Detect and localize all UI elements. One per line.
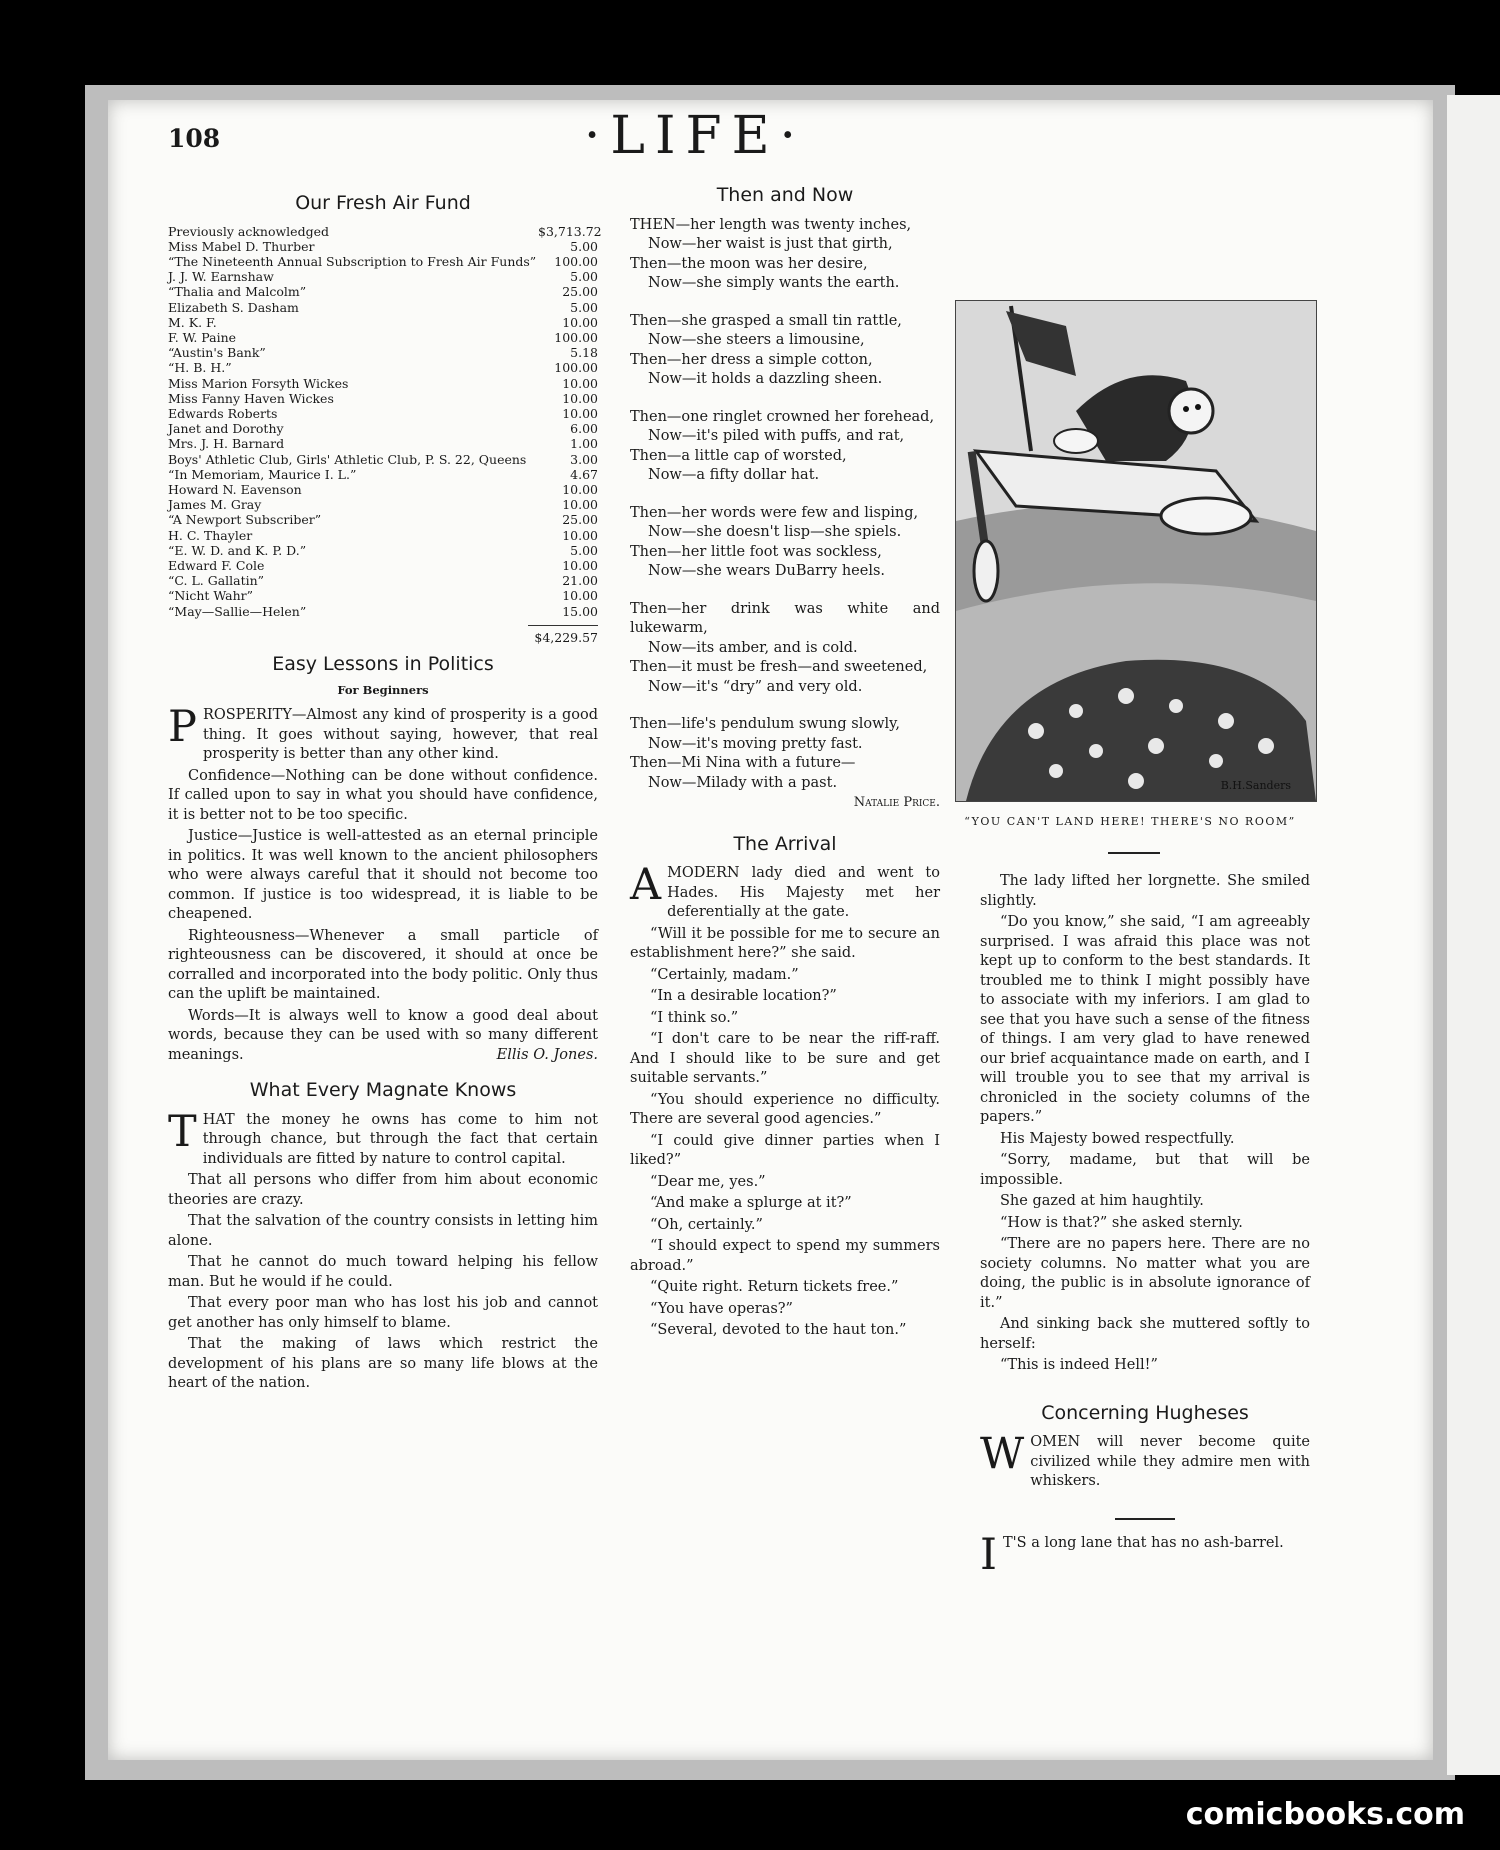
- hugheses-paragraph: WOMEN will never become quite civilized while they admire men with whiskers.: [980, 1429, 1310, 1489]
- poem-title: Then and Now: [716, 184, 854, 206]
- fund-entry-name: “E. W. D. and K. P. D.”: [168, 542, 307, 558]
- poem-line: Now—it holds a dazzling sheen.: [648, 371, 883, 387]
- fund-entry-amount: 5.00: [570, 542, 598, 558]
- poem-line: Then—her words were few and lisping,: [630, 504, 919, 521]
- fund-entry: [168, 421, 598, 436]
- magnate-paragraph: That all persons who differ from him about economic theories are crazy.: [168, 1172, 598, 1208]
- cartoon-svg: [956, 301, 1316, 801]
- column-middle: [630, 186, 940, 1343]
- fund-entry-name: “Austin's Bank”: [168, 345, 266, 361]
- fund-entry-amount: 4.67: [570, 466, 598, 482]
- poem-line: Then—her drink was white and lukewarm,: [630, 600, 940, 636]
- arrival-text-part2: [980, 872, 1310, 1376]
- fund-entry-name: Miss Mabel D. Thurber: [168, 238, 315, 254]
- arrival-paragraph: And sinking back she muttered softly to herself:: [980, 1316, 1310, 1352]
- fund-entry-name: Mrs. J. H. Barnard: [168, 436, 285, 452]
- arrival-text-part1: [630, 860, 940, 1341]
- fund-entry: [168, 604, 598, 619]
- fund-entry: [168, 406, 598, 421]
- hugheses-title: Concerning Hugheses: [1041, 1401, 1249, 1424]
- poem-line: Now—its amber, and is cold.: [648, 639, 858, 656]
- fund-entry: [168, 528, 598, 543]
- section-divider: [1115, 1518, 1175, 1520]
- fund-entry-name: Edward F. Cole: [168, 557, 265, 573]
- arrival-paragraph: “I should expect to spend my summers abroad.”: [630, 1238, 940, 1274]
- poem-line: Now—it's moving pretty fast.: [648, 735, 863, 752]
- column-left: [168, 186, 602, 1396]
- arrival-paragraph: “Several, devoted to the haut ton.”: [650, 1322, 907, 1338]
- column-right: [980, 872, 1310, 1580]
- poem-line: Now—she simply wants the earth.: [648, 275, 900, 291]
- politics-title: Easy Lessons in Politics: [272, 653, 494, 676]
- drop-cap: T: [168, 1106, 197, 1157]
- poem-line: Then—a little cap of worsted,: [630, 447, 847, 464]
- fund-entry-amount: 10.00: [562, 314, 598, 330]
- fund-entry-amount: 15.00: [562, 603, 598, 619]
- fund-entry: [168, 269, 598, 284]
- poem-line: Then—the moon was her desire,: [630, 255, 868, 272]
- fund-entry-name: “The Nineteenth Annual Subscription to Fresh Air Funds”: [168, 253, 537, 269]
- poem-line: Now—her waist is just that girth,: [648, 236, 893, 252]
- fund-entry: [168, 300, 598, 315]
- poem-line: THEN—her length was twenty inches,: [630, 216, 912, 233]
- arrival-paragraph: “You should experience no difficulty. There are several good agencies.”: [630, 1091, 940, 1127]
- fund-total: $4,229.57: [528, 625, 598, 648]
- poem: [630, 216, 940, 794]
- arrival-paragraph: She gazed at him haughtily.: [1000, 1193, 1204, 1209]
- fund-entry-amount: 10.00: [562, 390, 598, 406]
- fund-entry-name: “C. L. Gallatin”: [168, 573, 265, 589]
- arrival-paragraph: “I don't care to be near the riff-raff. And I should like to be sure and get suitable servants.”: [630, 1031, 940, 1086]
- fund-list: [168, 223, 602, 619]
- fund-entry: [168, 573, 598, 588]
- poem-line: Now—it's piled with puffs, and rat,: [648, 428, 905, 444]
- cartoon-signature: B.H.Sanders: [1220, 779, 1291, 792]
- fund-entry: [168, 376, 598, 391]
- poem-line: Then—one ringlet crowned her forehead,: [630, 408, 935, 425]
- fund-entry: [168, 345, 598, 360]
- fund-entry: [168, 558, 598, 573]
- magnate-paragraph: That the making of laws which restrict the development of his plans are so many life blows at the heart of the nation.: [168, 1336, 598, 1392]
- magnate-paragraph: That the salvation of the country consists in letting him alone.: [168, 1213, 598, 1249]
- fund-entry-name: Howard N. Eavenson: [168, 481, 302, 497]
- arrival-paragraph: “Sorry, madame, but that will be impossible.: [980, 1152, 1310, 1188]
- fund-entry-amount: 100.00: [554, 253, 598, 269]
- fund-entry: [168, 482, 598, 497]
- magnate-paragraph: That every poor man who has lost his job and cannot get another has only himself to blame.: [168, 1295, 598, 1331]
- arrival-paragraph: “Quite right. Return tickets free.”: [650, 1279, 899, 1295]
- stanza-gap: [630, 294, 940, 312]
- cartoon-caption: “YOU CAN'T LAND HERE! THERE'S NO ROOM”: [964, 815, 1296, 828]
- magnate-paragraph: THAT the money he owns has come to him not through chance, but through the fact that certain individuals are fitted by nature to control capital.: [168, 1106, 598, 1167]
- fund-entry-name: “May—Sallie—Helen”: [168, 603, 307, 619]
- fund-entry-amount: 10.00: [562, 405, 598, 421]
- fund-entry: [168, 467, 598, 482]
- fund-entry-name: H. C. Thayler: [168, 527, 253, 543]
- arrival-paragraph: His Majesty bowed respectfully.: [1000, 1130, 1235, 1147]
- fund-entry: [168, 223, 602, 239]
- fund-entry-name: James M. Gray: [168, 497, 262, 513]
- fund-entry-name: Previously acknowledged: [168, 223, 329, 239]
- fund-entry: [168, 284, 598, 299]
- arrival-paragraph: “Certainly, madam.”: [650, 966, 799, 983]
- drop-cap: A: [630, 860, 662, 910]
- fund-entry-name: Edwards Roberts: [168, 405, 278, 421]
- stanza-gap: [630, 486, 940, 504]
- arrival-paragraph: “This is indeed Hell!”: [1000, 1357, 1158, 1373]
- fund-entry-name: “A Newport Subscriber”: [168, 512, 322, 528]
- poem-line: Then—life's pendulum swung slowly,: [630, 716, 900, 732]
- fund-entry-amount: 5.00: [570, 238, 598, 254]
- poem-line: Now—Milady with a past.: [648, 774, 838, 791]
- arrival-paragraph: “Dear me, yes.”: [650, 1173, 766, 1190]
- fund-title: Our Fresh Air Fund: [295, 192, 471, 214]
- fund-entry: [168, 452, 598, 467]
- next-page-edge: [1447, 95, 1500, 1775]
- fund-entry-amount: 25.00: [562, 284, 598, 300]
- drop-cap: P: [168, 702, 197, 753]
- arrival-paragraph: “There are no papers here. There are no society columns. No matter what you are doing, the public is in absolute ignorance of it.”: [980, 1236, 1310, 1311]
- fund-entry-name: Janet and Dorothy: [168, 421, 284, 437]
- poem-line: Then—her little foot was sockless,: [630, 543, 882, 560]
- poem-line: Now—she steers a limousine,: [648, 332, 865, 348]
- fund-entry-amount: 3.00: [570, 451, 598, 467]
- fund-entry-amount: 10.00: [562, 497, 598, 513]
- fund-entry: [168, 436, 598, 451]
- drop-cap: I: [980, 1529, 997, 1580]
- arrival-paragraph: AMODERN lady died and went to Hades. His Majesty met her deferentially at the gate.: [630, 860, 940, 920]
- poem-line: Then—Mi Nina with a future—: [630, 755, 856, 771]
- arrival-paragraph: “You have operas?”: [650, 1300, 793, 1317]
- fund-entry: [168, 588, 598, 603]
- fund-entry-amount: 10.00: [562, 557, 598, 573]
- arrival-paragraph: “I could give dinner parties when I liked?”: [630, 1132, 940, 1168]
- fund-entry: [168, 391, 598, 406]
- fund-entry: [168, 254, 598, 269]
- page-number: 108: [168, 124, 221, 153]
- poem-line: Now—it's “dry” and very old.: [648, 678, 863, 695]
- fund-entry-amount: 5.00: [570, 299, 598, 315]
- fund-entry-amount: 10.00: [562, 375, 598, 391]
- fund-entry-name: “Nicht Wahr”: [168, 588, 254, 604]
- fund-entry-amount: 6.00: [570, 421, 598, 437]
- fund-entry-name: F. W. Paine: [168, 329, 237, 345]
- stanza-gap: [630, 390, 940, 408]
- watermark: comicbooks.com: [1185, 1797, 1465, 1832]
- politics-paragraph: Justice—Justice is well-attested as an eternal principle in politics. It was well known to the ancient philosophers who were always careful that it should not become too common. If justice is too widespread, it is liable to be cheapened.: [168, 828, 598, 923]
- fund-entry: [168, 330, 598, 345]
- arrival-paragraph: “Oh, certainly.”: [650, 1216, 763, 1233]
- caption-divider: [1108, 852, 1160, 854]
- poem-line: Now—she doesn't lisp—she spiels.: [648, 524, 902, 540]
- fund-entry-amount: 10.00: [562, 481, 598, 497]
- poem-line: Then—her dress a simple cotton,: [630, 351, 873, 368]
- poem-line: Then—it must be fresh—and sweetened,: [630, 659, 928, 675]
- poem-line: Then—she grasped a small tin rattle,: [630, 312, 902, 329]
- arrival-paragraph: “And make a splurge at it?”: [650, 1195, 852, 1211]
- politics-paragraph: Righteousness—Whenever a small particle of righteousness can be discovered, it should at once be corralled and incorporated into the body politic. Only thus can the uplift be maintained.: [168, 927, 598, 1003]
- fund-entry-amount: 1.00: [570, 436, 598, 452]
- fund-entry: [168, 497, 598, 512]
- fund-entry-amount: 100.00: [554, 360, 598, 376]
- poem-author: Natalie Price.: [853, 795, 940, 810]
- fund-entry-name: “H. B. H.”: [168, 360, 232, 376]
- fund-entry: [168, 360, 598, 375]
- fund-entry: [168, 239, 598, 254]
- arrival-paragraph: “How is that?” she asked sternly.: [1000, 1214, 1243, 1231]
- arrival-paragraph: “I think so.”: [650, 1009, 739, 1026]
- fund-entry-amount: 10.00: [562, 527, 598, 543]
- fund-entry-amount: 100.00: [554, 329, 598, 345]
- stanza-gap: [630, 582, 940, 600]
- masthead: ·LIFE·: [583, 106, 807, 166]
- fund-entry-amount: 21.00: [562, 573, 598, 589]
- politics-paragraph: Confidence—Nothing can be done without confidence. If called upon to say in what you should have confidence, it is better not to be too specific.: [168, 767, 598, 823]
- ash-barrel-paragraph: I T'S a long lane that has no ash-barrel.: [980, 1529, 1284, 1580]
- fund-entry: [168, 543, 598, 558]
- arrival-paragraph: “Will it be possible for me to secure an establishment here?” she said.: [630, 925, 940, 961]
- politics-paragraph: PROSPERITY—Almost any kind of prosperity is a good thing. It goes without saying, however, that real prosperity is better than any other kind.: [168, 702, 598, 763]
- arrival-paragraph: The lady lifted her lorgnette. She smiled slightly.: [980, 873, 1310, 909]
- drop-cap: W: [980, 1429, 1025, 1479]
- fund-entry-amount: 25.00: [562, 512, 598, 528]
- fund-entry-amount: 10.00: [562, 588, 598, 604]
- arrival-paragraph: “In a desirable location?”: [650, 988, 837, 1004]
- fund-entry-name: M. K. F.: [168, 314, 217, 330]
- magnate-paragraph: That he cannot do much toward helping his fellow man. But he would if he could.: [168, 1254, 598, 1290]
- stanza-gap: [630, 697, 940, 715]
- fund-entry-name: Miss Fanny Haven Wickes: [168, 390, 334, 406]
- fund-entry-name: “Thalia and Malcolm”: [168, 284, 307, 300]
- politics-author: Ellis O. Jones.: [496, 1046, 598, 1063]
- fund-entry-name: Elizabeth S. Dasham: [168, 299, 299, 315]
- fund-entry-name: Boys' Athletic Club, Girls' Athletic Club, P. S. 22, Queens: [168, 451, 527, 467]
- poem-line: Now—a fifty dollar hat.: [648, 467, 820, 483]
- fund-entry: [168, 315, 598, 330]
- arrival-paragraph: “Do you know,” she said, “I am agreeably surprised. I was afraid this place was not kept up to conform to the best standards. It troubled me to think I might possibly have to associate with my inferiors. I am glad to see that you have such a sense of the fitness of things. I am very glad to have renewed our brief acquaintance made on earth, and I will trouble you to see that my arrival is chronicled in the society columns of the papers.”: [980, 914, 1310, 1125]
- fund-entry-amount: $3,713.72: [538, 223, 602, 239]
- politics-paragraph: Words—It is always well to know a good deal about words, because they can be used with so many different meanings. Ellis O. Jones.: [168, 1007, 598, 1066]
- fund-entry-name: “In Memoriam, Maurice I. L.”: [168, 466, 357, 482]
- magnate-title: What Every Magnate Knows: [249, 1079, 517, 1102]
- cartoon-illustration: [955, 300, 1317, 802]
- fund-entry-name: J. J. W. Earnshaw: [168, 269, 274, 285]
- arrival-title: The Arrival: [733, 832, 837, 855]
- fund-entry-amount: 5.18: [570, 345, 598, 361]
- poem-line: Now—she wears DuBarry heels.: [648, 563, 886, 579]
- politics-subtitle: For Beginners: [337, 682, 429, 697]
- fund-entry: [168, 512, 598, 527]
- fund-entry-name: Miss Marion Forsyth Wickes: [168, 375, 349, 391]
- fund-entry-amount: 5.00: [570, 269, 598, 285]
